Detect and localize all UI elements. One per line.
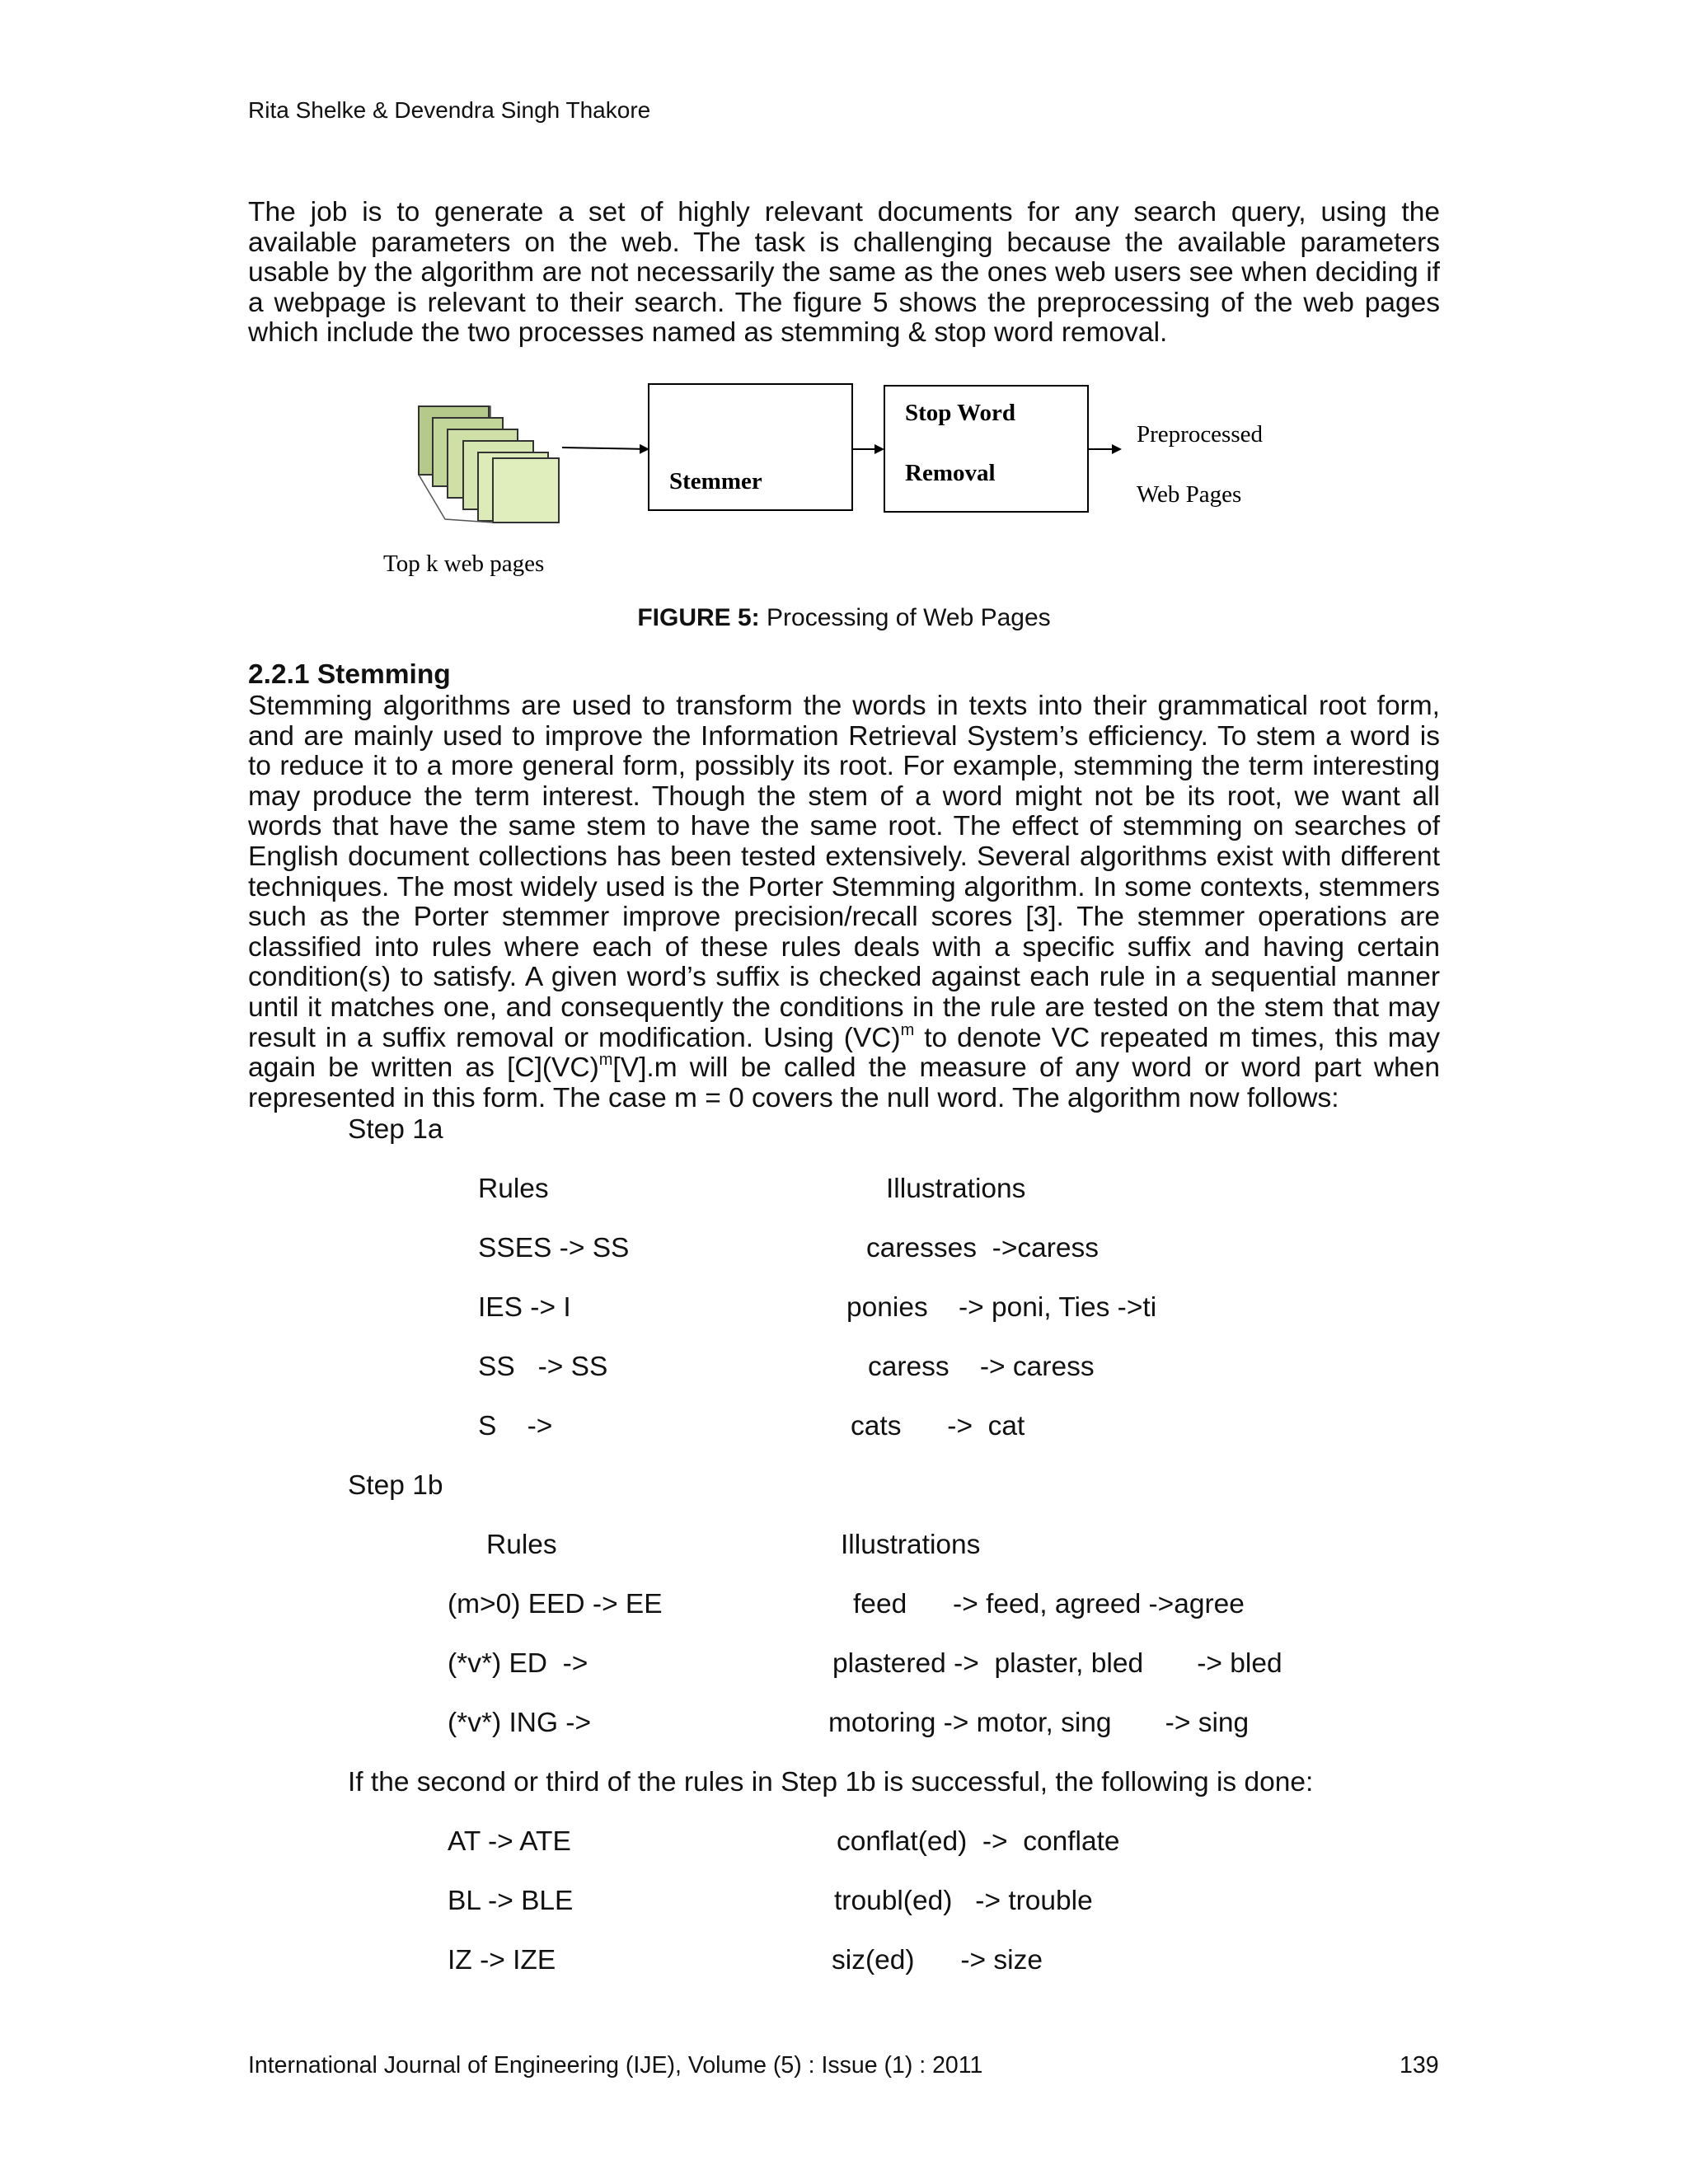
- input-label: Top k web pages: [383, 551, 545, 577]
- followup-text: If the second or third of the rules in Step 1b is successful, the following is done:: [348, 1767, 1314, 1797]
- step-1b-illustrations-header: Illustrations: [841, 1530, 981, 1560]
- step-1b-rules-header: Rules: [486, 1530, 557, 1560]
- figure-5-diagram: [0, 0, 1688, 593]
- figure-caption-text: Processing of Web Pages: [759, 604, 1051, 631]
- web-pages-stack-icon: [419, 406, 559, 523]
- step-1a-illustration: caresses ->caress: [866, 1233, 1100, 1263]
- followup-rule: IZ -> IZE: [448, 1945, 556, 1975]
- superscript-m-1: m: [900, 1020, 915, 1039]
- step-1a-rule: SSES -> SS: [478, 1233, 630, 1263]
- section-heading: 2.2.1 Stemming: [248, 659, 451, 690]
- stop-word-label-1: Stop Word: [905, 400, 1016, 426]
- step-1a-rule: S ->: [478, 1411, 553, 1441]
- arrow-to-stemmer: [562, 448, 648, 449]
- stemming-paragraph: [248, 691, 1440, 1113]
- stop-word-label-2: Removal: [905, 460, 996, 486]
- superscript-m-2: m: [598, 1051, 613, 1070]
- step-1b-label: Step 1b: [348, 1470, 443, 1501]
- intro-paragraph: The job is to generate a set of highly relevant documents for any search query, using the available parameters on the web. The task is challenging because the available parameters usable by the algorithm are not necessarily the same as the ones web users see when deciding if a webpage is relevant to their search. The figure 5 shows the preprocessing of the web pages which include the two processes named as stemming & stop word removal.: [248, 197, 1440, 349]
- figure-caption: [0, 604, 1688, 632]
- step-1b-rule: (m>0) EED -> EE: [448, 1589, 663, 1619]
- step-1a-illustration: ponies -> poni, Ties ->ti: [846, 1292, 1157, 1323]
- page-number: 139: [1400, 2052, 1439, 2079]
- step-1a-label: Step 1a: [348, 1114, 443, 1145]
- step-1b-illustration: feed -> feed, agreed ->agree: [853, 1589, 1245, 1619]
- figure-caption-label: FIGURE 5:: [637, 604, 760, 631]
- step-1b-illustration: plastered -> plaster, bled -> bled: [832, 1648, 1282, 1679]
- step-1a-illustrations-header: Illustrations: [886, 1174, 1026, 1204]
- followup-rule: AT -> ATE: [448, 1826, 571, 1857]
- running-header: Rita Shelke & Devendra Singh Thakore: [248, 97, 651, 123]
- paragraph-part-2: to denote VC repeated m times, this may again be written as [C](VC): [248, 1022, 1440, 1084]
- footer-journal: International Journal of Engineering (IJE), Volume (5) : Issue (1) : 2011: [248, 2052, 983, 2079]
- step-1b-illustration: motoring -> motor, sing -> sing: [828, 1708, 1250, 1738]
- paragraph-part-3: [V].m will be called the measure of any word or word part when represented in this form. The case m = 0 covers the null word. The algorithm now follows:: [248, 1052, 1440, 1113]
- output-label-2: Web Pages: [1137, 481, 1242, 508]
- step-1a-rule: IES -> I: [478, 1292, 571, 1323]
- followup-illustration: siz(ed) -> size: [832, 1945, 1043, 1975]
- step-1a-illustration: caress -> caress: [868, 1352, 1095, 1382]
- followup-illustration: troubl(ed) -> trouble: [834, 1886, 1093, 1916]
- followup-illustration: conflat(ed) -> conflate: [837, 1826, 1120, 1857]
- step-1a-rule: SS -> SS: [478, 1352, 608, 1382]
- output-label-1: Preprocessed: [1137, 421, 1264, 448]
- paragraph-part-1: Stemming algorithms are used to transform the words in texts into their grammatical root form, and are mainly used to improve the Information Retrieval System’s efficiency. To stem a word is to reduce it to a more general form, possibly its root. For example, stemming the term interesting may produce the term interest. Though the stem of a word might not be its root, we want all words that have the same stem to have the same root. The effect of stemming on searches of English document collections has been tested extensively. Several algorithms exist with different techniques. The most widely used is the Porter Stemming algorithm. In some contexts, stemmers such as the Porter stemmer improve precision/recall scores [3]. The stemmer operations are classified into rules where each of these rules deals with a specific suffix and having certain condition(s) to satisfy. A given word’s suffix is checked against each rule in a sequential manner until it matches one, and consequently the conditions in the rule are tested on the stem that may result in a suffix removal or modification. Using (VC): [248, 691, 1440, 1053]
- step-1b-rule: (*v*) ED ->: [448, 1648, 588, 1679]
- followup-rule: BL -> BLE: [448, 1886, 574, 1916]
- step-1a-rules-header: Rules: [478, 1174, 549, 1204]
- stemmer-label: Stemmer: [669, 468, 762, 494]
- step-1a-illustration: cats -> cat: [851, 1411, 1025, 1441]
- step-1b-rule: (*v*) ING ->: [448, 1708, 592, 1738]
